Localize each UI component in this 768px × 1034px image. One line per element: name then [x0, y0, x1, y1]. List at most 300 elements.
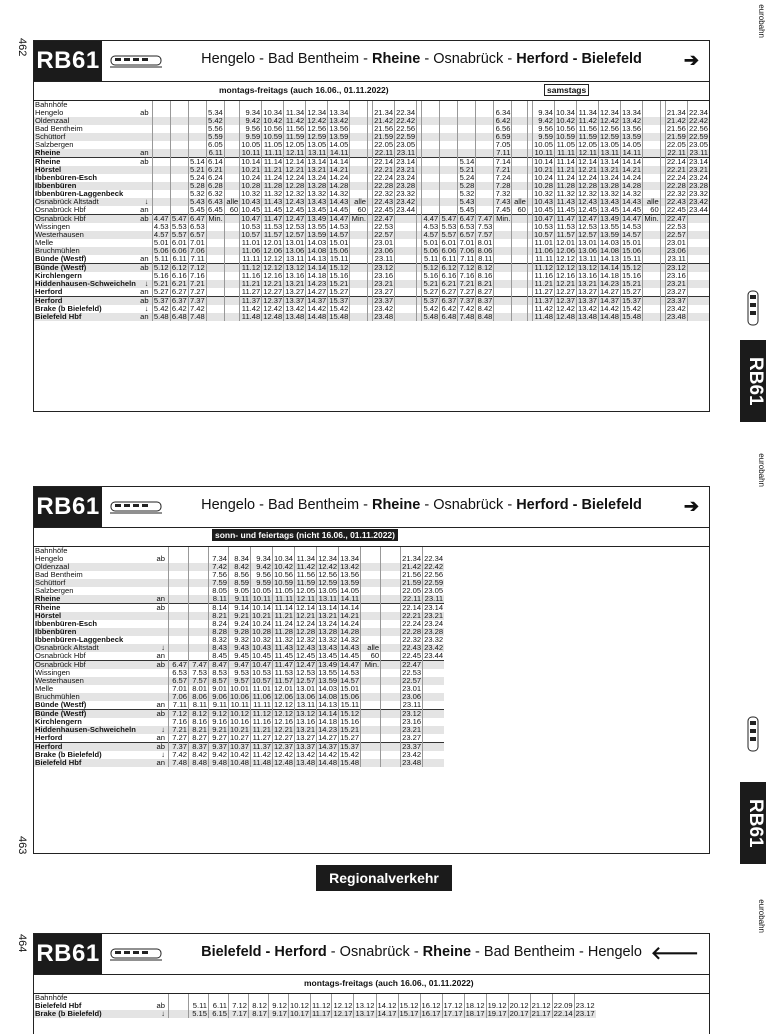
time-cell: 23.48 [666, 313, 686, 321]
time-cell [350, 255, 368, 264]
time-cell: 12.56 [318, 571, 338, 579]
time-cell: 11.37 [532, 297, 554, 306]
time-cell: 11.27 [240, 288, 262, 297]
time-cell: 7.16 [169, 718, 189, 726]
time-cell [512, 231, 527, 239]
time-cell: 13.59 [307, 231, 327, 239]
time-cell [687, 264, 709, 273]
time-cell: 23.48 [402, 759, 422, 767]
time-cell: 14.27 [600, 288, 620, 297]
time-cell: 6.48 [441, 313, 457, 321]
time-cell [381, 563, 401, 571]
time-cell: 13.49 [307, 214, 327, 223]
time-cell: 5.43 [459, 198, 475, 206]
arrival-departure-marker [148, 628, 169, 636]
time-cell [350, 158, 368, 167]
time-cell: 22.56 [688, 125, 708, 133]
time-cell: 8.48 [189, 759, 209, 767]
time-cell: 15.16 [622, 272, 642, 280]
time-cell [289, 994, 311, 1002]
page-number-middle: 463 [16, 836, 28, 855]
arrival-departure-marker: ab [148, 743, 169, 752]
time-cell: 12.37 [274, 742, 294, 751]
time-cell: 21.56 [666, 125, 686, 133]
arrival-departure-marker: an [156, 701, 165, 710]
time-cell: 11.11 [251, 701, 273, 710]
stations-header: Bahnhöfe [35, 547, 68, 555]
service-days-weekday: montags-freitags (auch 16.06., 01.11.2022) [304, 978, 474, 988]
time-cell [273, 547, 295, 555]
time-cell: 11.16 [532, 272, 554, 280]
time-cell [152, 133, 170, 141]
time-cell [422, 190, 440, 198]
time-cell [423, 685, 445, 693]
time-cell: 14.53 [622, 223, 642, 231]
arrival-departure-marker [138, 272, 152, 280]
time-cell [188, 133, 206, 141]
time-cell [376, 994, 398, 1002]
time-cell: 7.05 [495, 141, 511, 149]
station-name: Bünde (Westf) [34, 264, 138, 273]
time-cell: 12.56 [307, 125, 327, 133]
time-cell: 20.12 [509, 1002, 529, 1010]
time-cell: 21.56 [374, 125, 394, 133]
time-cell: 11.21 [240, 280, 262, 288]
time-cell [350, 272, 368, 280]
route-title: Hengelo - Bad Bentheim - Rheine - Osnabrück - Herford - Bielefeld [201, 51, 642, 67]
time-cell: 13.28 [600, 182, 620, 190]
time-cell [381, 579, 401, 587]
time-cell [152, 101, 170, 109]
time-cell [458, 101, 476, 109]
time-cell: 9.59 [532, 133, 554, 141]
time-cell: 11.57 [555, 231, 577, 239]
time-cell: 10.56 [274, 571, 294, 579]
table-row [34, 644, 444, 652]
time-cell [224, 272, 239, 280]
time-cell: 9.28 [229, 628, 251, 636]
time-cell: 7.06 [169, 693, 189, 701]
time-cell [643, 223, 661, 231]
time-cell: 14.03 [600, 239, 620, 247]
time-cell: 23.42 [374, 305, 394, 313]
arrival-departure-marker: an [148, 595, 169, 604]
time-cell [512, 215, 527, 224]
time-cell [152, 109, 170, 117]
station-name: Bielefeld Hbf [34, 313, 138, 321]
time-cell [381, 620, 401, 628]
time-cell: 10.59 [263, 133, 283, 141]
station-name: Rheine [34, 149, 138, 158]
time-cell: 5.06 [423, 247, 439, 255]
time-cell [512, 158, 527, 167]
time-cell [643, 272, 661, 280]
time-cell: 13.32 [600, 190, 620, 198]
time-cell: 11.53 [555, 223, 577, 231]
time-cell: 8.01 [189, 685, 209, 693]
time-cell [170, 149, 188, 158]
time-cell: 10.34 [274, 555, 294, 563]
time-cell [440, 101, 458, 109]
time-cell: 13.11 [599, 149, 621, 158]
time-cell: 10.43 [533, 198, 553, 206]
time-cell: 12.42 [274, 751, 294, 759]
time-cell: 22.14 [553, 1010, 573, 1018]
section-header [34, 934, 709, 975]
time-cell: 12.48 [274, 759, 294, 767]
time-cell [361, 685, 381, 693]
time-cell: 22.34 [688, 109, 708, 117]
station-name: Bad Bentheim [35, 125, 83, 133]
time-cell: 11.24 [273, 620, 295, 628]
time-cell: 23.24 [424, 620, 444, 628]
time-cell [687, 223, 709, 231]
time-cell [306, 101, 328, 109]
time-cell [361, 547, 381, 555]
time-cell: 15.48 [329, 313, 349, 321]
time-cell [381, 587, 401, 595]
time-cell [381, 726, 401, 734]
time-cell: 22.47 [402, 660, 422, 669]
table-row [34, 255, 709, 264]
time-cell: 13.06 [296, 693, 316, 701]
time-cell: 5.15 [189, 1010, 209, 1018]
time-cell: 13.14 [600, 157, 620, 166]
time-cell: 23.44 [688, 206, 708, 215]
time-cell: 9.24 [229, 620, 251, 628]
time-cell [423, 701, 445, 710]
time-cell [643, 117, 661, 125]
time-cell [476, 109, 494, 117]
table-row [34, 701, 444, 710]
time-cell [422, 149, 440, 158]
time-cell: 14.13 [600, 255, 620, 264]
time-cell: 22.05 [666, 141, 686, 149]
time-cell: 6.11 [170, 255, 188, 264]
time-cell: 14.21 [340, 612, 360, 620]
direction-arrow-icon: ➔ [683, 496, 699, 516]
time-cell [152, 174, 170, 182]
time-cell [350, 297, 368, 306]
time-cell: 7.37 [189, 296, 205, 305]
time-cell [224, 223, 239, 231]
time-cell: 15.48 [622, 313, 642, 321]
time-cell [422, 158, 440, 167]
time-cell: 7.42 [189, 305, 205, 313]
time-cell: 5.21 [189, 166, 205, 174]
time-cell [476, 149, 494, 158]
time-cell: 13.27 [285, 288, 305, 297]
time-cell [350, 174, 368, 182]
time-cell [395, 288, 417, 297]
time-cell: 5.32 [189, 190, 205, 198]
time-cell: 23.21 [374, 280, 394, 288]
time-cell: 8.47 [209, 661, 229, 670]
time-cell: 13.01 [578, 239, 598, 247]
time-cell: 14.23 [318, 726, 338, 734]
time-cell [361, 555, 381, 563]
time-cell: 12.01 [556, 239, 576, 247]
time-cell: 7.37 [169, 743, 189, 752]
time-cell: 7.17 [229, 1010, 249, 1018]
time-cell: 11.05 [273, 587, 295, 595]
time-cell: 6.21 [171, 280, 187, 288]
time-cell [512, 109, 527, 117]
time-cell: 23.05 [688, 141, 708, 149]
time-cell: 15.16 [340, 718, 360, 726]
time-cell: 12.12 [263, 255, 283, 264]
time-cell: 12.47 [296, 660, 316, 669]
time-cell: 11.48 [251, 759, 273, 767]
time-cell [395, 280, 417, 288]
time-cell [189, 612, 209, 620]
time-cell [350, 231, 368, 239]
time-cell [224, 264, 239, 273]
time-cell: 10.27 [230, 734, 250, 743]
time-cell [224, 313, 239, 321]
time-cell: Min. [351, 214, 366, 223]
time-cell: 11.45 [262, 206, 284, 215]
time-cell [440, 158, 458, 167]
time-cell: 8.56 [229, 571, 251, 579]
time-cell [381, 636, 401, 644]
time-cell: 10.12 [230, 709, 250, 718]
time-cell [189, 571, 209, 579]
time-cell: 15.21 [340, 726, 360, 734]
station-name: Bünde (Westf) [35, 255, 87, 264]
time-cell: 9.27 [209, 734, 229, 743]
time-cell: 13.21 [600, 166, 620, 174]
time-cell [687, 297, 709, 306]
station-name: Brake (b Bielefeld) [35, 305, 102, 313]
time-cell: 11.34 [577, 109, 599, 117]
time-cell [224, 149, 239, 158]
time-cell: 11.32 [262, 190, 284, 198]
time-cell: 6.47 [169, 661, 189, 670]
time-cell: 12.05 [578, 141, 598, 149]
time-cell [687, 231, 709, 239]
route-title: Hengelo - Bad Bentheim - Rheine - Osnabrück - Herford - Bielefeld [201, 497, 642, 513]
time-cell [555, 101, 577, 109]
time-cell: 10.57 [533, 231, 553, 239]
time-cell: 12.27 [263, 288, 283, 297]
direction-cell [148, 547, 169, 555]
time-cell: 12.43 [285, 198, 305, 206]
time-cell [687, 101, 709, 109]
time-cell: 9.05 [229, 587, 251, 595]
time-cell: 11.16 [251, 718, 273, 726]
time-cell: 5.11 [152, 255, 170, 264]
time-cell: Min. [361, 661, 381, 670]
time-cell: 22.53 [666, 223, 686, 231]
time-cell: 15.21 [622, 280, 642, 288]
time-cell [170, 206, 188, 215]
time-cell: 14.05 [329, 141, 349, 149]
time-cell: 13.43 [307, 198, 327, 206]
arrival-departure-marker [148, 579, 169, 587]
time-cell: 11.14 [555, 158, 577, 167]
time-cell [169, 652, 189, 661]
time-cell [361, 734, 381, 743]
station-name: Ibbenbüren-Esch [35, 620, 98, 628]
time-cell: 14.28 [622, 182, 642, 190]
time-cell [189, 547, 209, 555]
arrival-departure-marker: an [138, 313, 152, 321]
time-cell: 23.16 [374, 272, 394, 280]
time-cell [494, 223, 512, 231]
time-cell [361, 677, 381, 685]
time-cell: 6.57 [169, 677, 189, 685]
time-cell: 11.56 [577, 125, 599, 133]
time-cell [512, 280, 527, 288]
time-cell: 23.44 [424, 652, 444, 661]
time-cell [494, 255, 512, 264]
time-cell: 7.42 [459, 305, 475, 313]
time-cell: 7.43 [495, 198, 511, 206]
time-cell: 10.11 [240, 149, 262, 158]
time-cell [476, 174, 494, 182]
time-cell: 12.47 [285, 214, 305, 223]
time-cell: 23.11 [665, 255, 687, 264]
time-cell: 14.18 [318, 718, 338, 726]
time-cell: 14.28 [329, 182, 349, 190]
time-cell: 8.45 [209, 652, 229, 661]
service-days-bar [34, 82, 709, 101]
time-cell: 17.12 [443, 1002, 463, 1010]
arrival-departure-marker [148, 718, 169, 726]
arrival-departure-marker [138, 239, 152, 247]
time-cell: 13.16 [285, 272, 305, 280]
time-cell: 14.47 [622, 214, 642, 223]
time-cell: 12.57 [578, 231, 598, 239]
time-cell [169, 563, 189, 571]
time-cell: 23.28 [396, 182, 416, 190]
time-cell: 15.42 [329, 305, 349, 313]
time-cell: 22.59 [396, 133, 416, 141]
station-name: Brake (b Bielefeld) [35, 751, 102, 759]
arrival-departure-marker: an [140, 206, 149, 215]
time-cell: 15.42 [622, 305, 642, 313]
time-cell: 12.57 [285, 231, 305, 239]
time-cell: 5.27 [153, 288, 169, 297]
time-cell: 23.11 [401, 701, 423, 710]
time-cell [512, 149, 527, 158]
time-cell [440, 149, 458, 158]
time-cell [440, 206, 458, 215]
time-cell: 10.24 [241, 174, 261, 182]
time-cell: 11.56 [284, 125, 306, 133]
time-cell: 5.53 [441, 223, 457, 231]
time-cell: 21.42 [666, 117, 686, 125]
time-cell: 14.03 [318, 685, 338, 693]
time-cell: 14.45 [622, 206, 642, 215]
side-line-badge: RB61 [740, 340, 766, 422]
table-row [34, 223, 709, 231]
time-cell: 10.01 [230, 685, 250, 693]
time-cell: 12.01 [274, 685, 294, 693]
time-cell: 5.11 [189, 1002, 209, 1010]
time-cell: 11.53 [273, 669, 295, 677]
time-cell [643, 255, 661, 264]
station-name: Hiddenhausen-Schweicheln [34, 726, 148, 734]
time-cell: 13.28 [307, 182, 327, 190]
time-cell: 7.27 [189, 288, 205, 297]
table-row [34, 264, 709, 273]
time-cell [224, 305, 239, 313]
direction-cell [138, 101, 152, 109]
time-cell: 14.17 [377, 1010, 397, 1018]
time-cell: 21.34 [402, 555, 422, 563]
time-cell [169, 571, 189, 579]
time-cell [512, 247, 527, 255]
arrival-departure-marker [138, 117, 152, 125]
time-cell: 7.11 [494, 149, 512, 158]
station-name: Ibbenbüren [34, 182, 138, 190]
time-cell [643, 109, 661, 117]
time-cell [422, 109, 440, 117]
station-name: Ibbenbüren-Laggenbeck [35, 636, 124, 644]
time-cell: 11.06 [532, 247, 554, 255]
time-cell: 12.14 [578, 157, 598, 166]
time-cell: 22.59 [424, 579, 444, 587]
time-cell: 12.16 [274, 718, 294, 726]
time-cell: 5.57 [441, 231, 457, 239]
time-cell: 13.28 [318, 628, 338, 636]
time-cell: 11.43 [273, 644, 295, 652]
time-cell [643, 149, 661, 158]
time-cell: 7.06 [189, 247, 205, 255]
table-row [34, 571, 444, 579]
time-cell: 15.17 [399, 1010, 419, 1018]
time-cell: 13.55 [307, 223, 327, 231]
time-cell [284, 101, 306, 109]
time-cell: 10.16 [230, 718, 250, 726]
station-name: Kirchlengern [35, 272, 82, 280]
time-cell: 23.12 [402, 709, 422, 718]
time-cell: 22.21 [374, 166, 394, 174]
time-cell: 23.21 [666, 280, 686, 288]
time-cell: 16.17 [421, 1010, 441, 1018]
time-cell [170, 117, 188, 125]
time-cell [422, 141, 440, 149]
time-cell: 6.37 [441, 296, 457, 305]
station-name: Ibbenbüren [34, 628, 148, 636]
time-cell [189, 628, 209, 636]
time-cell: 9.14 [229, 604, 251, 613]
time-cell [350, 125, 368, 133]
table-header-row [34, 101, 709, 109]
time-cell: 10.59 [556, 133, 576, 141]
time-cell [440, 174, 458, 182]
time-cell: 23.27 [374, 288, 394, 297]
time-cell: 11.12 [251, 710, 273, 719]
time-cell [458, 109, 476, 117]
time-cell: 12.45 [285, 206, 305, 215]
time-cell: 23.14 [688, 157, 708, 166]
arrival-departure-marker: an [156, 734, 165, 743]
time-cell: 8.14 [209, 604, 229, 613]
time-cell [350, 264, 368, 273]
time-cell [422, 117, 440, 125]
route-title: Bielefeld - Herford - Osnabrück - Rheine - Bad Bentheim - Hengelo [201, 944, 642, 960]
time-cell: 13.42 [578, 305, 598, 313]
station-name: Bruchmühlen [34, 247, 138, 255]
time-cell: 11.59 [295, 579, 317, 587]
time-cell: 21.59 [402, 579, 422, 587]
time-cell: 20.17 [509, 1010, 529, 1018]
time-cell [224, 231, 239, 239]
time-cell [189, 555, 209, 563]
